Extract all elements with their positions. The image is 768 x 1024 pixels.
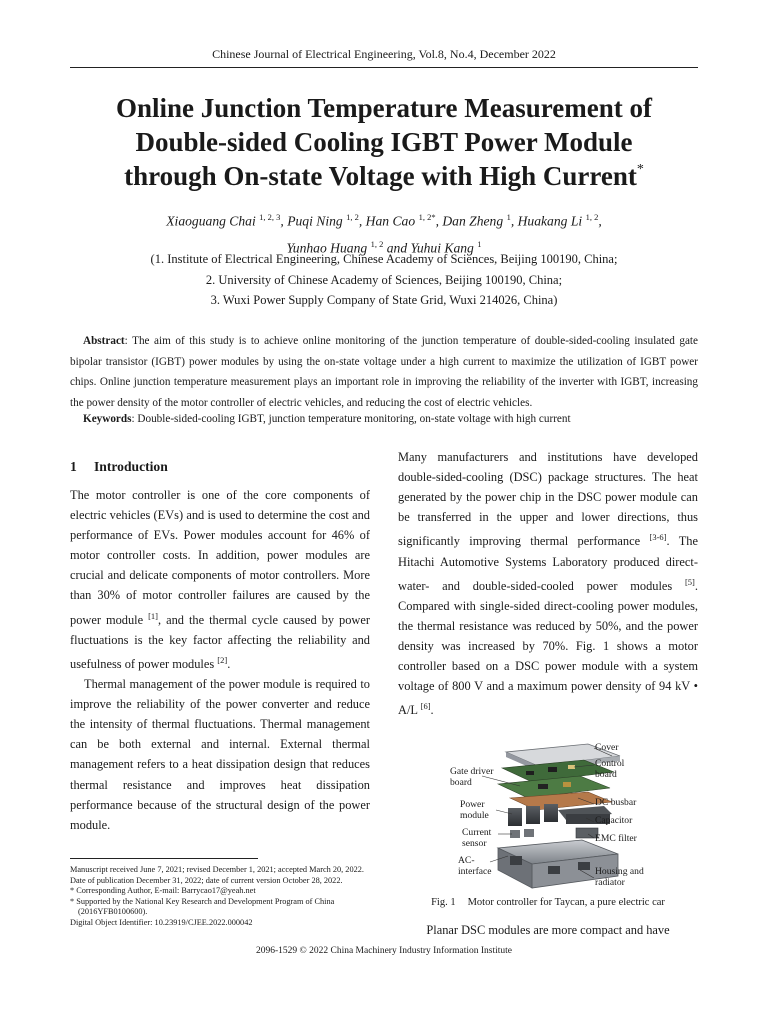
citation-link[interactable]: [6] (420, 701, 431, 712)
footnotes (70, 865, 370, 929)
figure-1-caption (398, 897, 698, 908)
figure-label-control-board: Control board (595, 758, 625, 780)
intro-paragraph-1: The motor controller is one of the core components of electric vehicles (EVs) and is used to determine the cost and performance of EVs. Power modules account for 46% of motor controller costs. In addition, power modules are crucial and delicate components of motor controllers. More than 30% of motor controller failures are caused by the power module [1], and the thermal cycle caused by power fluctuations is the key factor affecting the reliability and usefulness of power modules [2]. (70, 488, 371, 671)
section-number: 1 (70, 459, 77, 474)
author-affiliation: 1 (506, 212, 511, 222)
figure-label-ac-interface: AC-interface (458, 855, 492, 877)
affiliation-1: (1. Institute of Electrical Engineering, Chinese Academy of Sciences, Beijing 100190, China; (150, 252, 618, 266)
title-line-1: Online Junction Temperature Measurement of (116, 93, 652, 123)
figure-label-gate-driver-board: Gate driver board (450, 766, 494, 788)
figure-label-power-module: Power module (460, 799, 489, 821)
intro-paragraph-3: Many manufacturers and institutions have developed double-sided-cooling (DSC) package structures. The heat generated by the power chip in the DSC power module can be transferred in the upper and lower directions, thus significantly improving thermal performance [3-6]. The Hitachi Automotive Systems Laboratory produced direct-water- and double-sided-cooled power modules [5]. Compared with single-sided direct-cooling power modules, the thermal resistance was reduced by 50%, and the power density was increased by 70%. Fig. 1 shows a motor controller based on a DSC power module with a system voltage of 800 V and a maximum power density of 94 kV • A/L [6]. (398, 450, 698, 718)
keywords-text: : Double-sided-cooling IGBT, junction temperature monitoring, on-state voltage with high current (131, 413, 571, 425)
figure-label-current-sensor: Current sensor (462, 827, 492, 849)
author-name: Xiaoguang Chai (166, 213, 256, 229)
abstract-label: Abstract (83, 335, 125, 347)
figure-caption-text: Motor controller for Taycan, a pure electric car (467, 897, 665, 908)
title-line-3: through On-state Voltage with High Current* (124, 161, 644, 191)
author-affiliation: 1, 2* (418, 212, 436, 222)
footnote-support: * Supported by the National Key Research and Development Program of China (70, 896, 335, 906)
author-name: Puqi Ning (287, 213, 343, 229)
intro-paragraph-2: Thermal management of the power module is required to improve the reliability of the power converter and reduce the intensity of thermal fluctuations. Thermal management can be both external and internal. External thermal management refers to a heat dissipation design that reduces thermal resistance and improves heat dissipation performance because of the structural design of the power module. (70, 677, 370, 832)
power-module-part (508, 804, 558, 826)
figure-1 (398, 738, 698, 890)
figure-caption-label: Fig. 1 (431, 897, 456, 908)
author-name: Dan Zheng (442, 213, 504, 229)
left-column (70, 485, 370, 835)
title-footnote-mark: * (636, 162, 644, 177)
title-line-2: Double-sided Cooling IGBT Power Module (135, 127, 633, 157)
author-affiliation: 1, 2 (346, 212, 359, 222)
citation-link[interactable]: [3-6] (649, 532, 667, 543)
abstract (70, 331, 698, 413)
author-name: Huakang Li (517, 213, 583, 229)
abstract-text: : The aim of this study is to achieve online monitoring of the junction temperature of double-sided-cooling insulated gate bipolar transistor (IGBT) power modules by using the on-state voltage under a high current to maximize the utilization of IGBT power chips. Online junction temperature measurement plays an important role in improving the reliability of the inverter with IGBT, increasing the power density of the motor controller of electric vehicles, and reducing the cost of electric vehicles. (70, 335, 698, 409)
keywords-label: Keywords (83, 413, 132, 425)
author-line-1: Xiaoguang Chai $^{1, 2, 3}$, Puqi Ning $^{1, 2}$, Han Cao $^{1, 2*}$, Dan Zheng $^1$, Huakang Li $^{1, 2}$, (166, 212, 602, 229)
section-title: Introduction (94, 459, 168, 474)
author-affiliation: 1, 2, 3 (259, 212, 281, 222)
right-column (398, 447, 698, 721)
citation-link[interactable]: [2] (217, 654, 228, 665)
affiliation-3: 3. Wuxi Power Supply Company of State Grid, Wuxi 214026, China) (210, 293, 558, 307)
footnote-corresponding-author: * Corresponding Author, E-mail: Barrycao17@yeah.net (70, 886, 256, 896)
section-heading (70, 459, 168, 475)
citation-link[interactable]: [5] (684, 576, 695, 587)
affiliation-2: 2. University of Chinese Academy of Sciences, Beijing 100190, China; (205, 273, 563, 287)
citation-link[interactable]: [1] (148, 610, 159, 621)
figure-label-emc-filter: EMC filter (595, 833, 637, 844)
author-name: Han Cao (365, 213, 416, 229)
journal-header: Chinese Journal of Electrical Engineering, Vol.8, No.4, December 2022 (212, 47, 556, 61)
author-line-2: Yunhao Huang $^{1, 2}$ and Yuhui Kang $^1$ (286, 238, 482, 256)
author-name: Yunhao Huang (286, 240, 368, 256)
current-sensor-part (510, 829, 534, 838)
figure-label-capacitor: Capacitor (595, 815, 633, 826)
figure-label-dc-busbar: DC busbar (595, 797, 637, 808)
author-affiliation: 1, 2 (370, 238, 384, 249)
footnote-support-grant: (2016YFB0100600). (78, 907, 148, 917)
footnote-doi: Digital Object Identifier: 10.23919/CJEE.2022.000042 (70, 917, 253, 927)
keywords (70, 411, 698, 427)
intro-paragraph-4: Planar DSC modules are more compact and have (426, 923, 670, 937)
header-rule (70, 67, 698, 68)
footnote-rule (70, 858, 258, 859)
author-name: Yuhui Kang (410, 240, 474, 256)
author-affiliation: 1, 2 (585, 212, 599, 222)
author-affiliation: 1 (477, 238, 482, 249)
footnote-received: Manuscript received June 7, 2021; revised December 1, 2021; accepted March 20, 2022. Date of publication December 31, 2022; date of current version October 28, 2022. (70, 865, 364, 885)
figure-label-cover: Cover (595, 742, 619, 753)
paper-title (40, 91, 728, 193)
page-footer: 2096-1529 © 2022 China Machinery Industry Information Institute (255, 946, 513, 956)
figure-label-housing-radiator: Housing and radiator (595, 866, 644, 888)
